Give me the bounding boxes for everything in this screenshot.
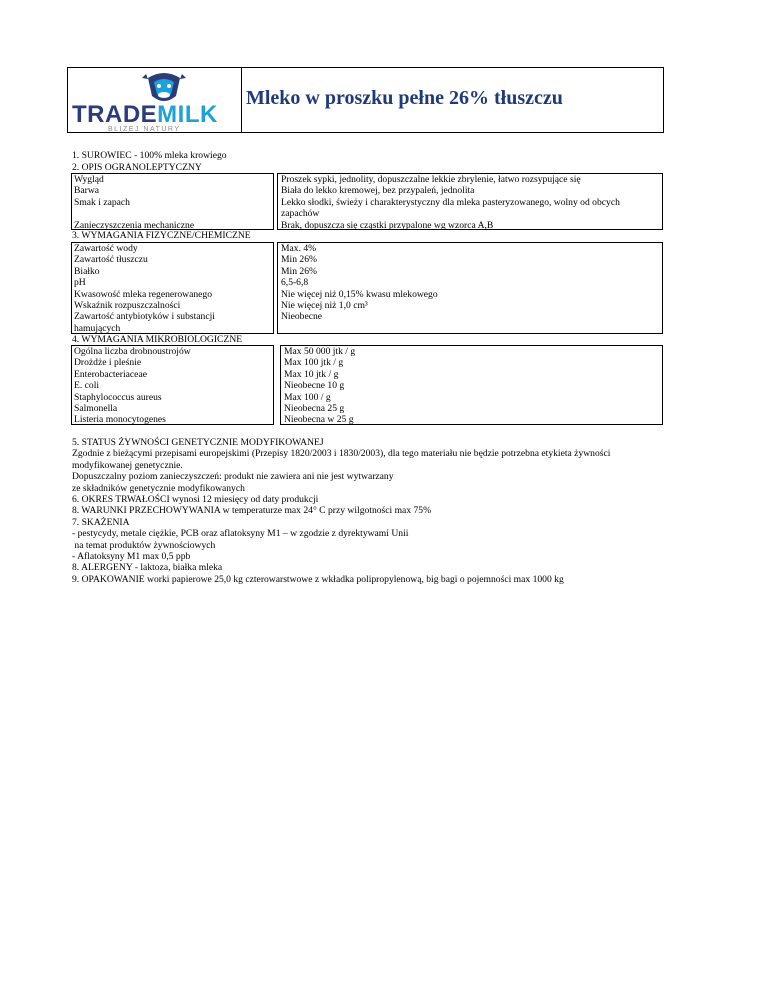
physchem-values xyxy=(277,242,663,334)
page-title: Mleko w proszku pełne 26% tłuszczu xyxy=(246,87,563,109)
allergens-line: 8. ALERGENY - laktoza, białka mleka xyxy=(72,562,223,574)
spec-label: Smak i zapach xyxy=(74,196,130,208)
note-line: - pestycydy, metale ciężkie, PCB oraz aflatoksyny M1 – w zgodzie z dyrektywami Unii xyxy=(72,528,409,540)
spec-value: Lekko słodki, świeży i charakterystyczny dla mleka pasteryzowanego, wolny od obcych xyxy=(281,196,620,208)
spec-label: Zawartość wody xyxy=(74,243,138,254)
spec-value: Nieobecne xyxy=(281,311,323,323)
note-line: - Aflatoksyny M1 max 0,5 ppb xyxy=(72,551,191,563)
physchem-labels xyxy=(71,242,274,334)
spec-label: Barwa xyxy=(74,185,100,197)
shelf-life-line: 6. OKRES TRWAŁOŚCI wynosi 12 miesięcy od daty produkcji xyxy=(72,494,319,506)
spec-label: Salmonella xyxy=(74,403,118,415)
storage-line: 8. WARUNKI PRZECHOWYWANIA w temperaturze max 24° C przy wilgotności max 75% xyxy=(72,505,432,517)
spec-label: Białko xyxy=(74,265,100,277)
logo-wordmark: TRADEMILK xyxy=(72,101,218,128)
note-line: ze składników genetycznie modyfikowanych xyxy=(72,482,245,494)
spec-value: Max. 4% xyxy=(281,243,317,254)
spec-label: Listeria monocytogenes xyxy=(74,414,166,426)
section-physchem-heading: 3. WYMAGANIA FIZYCZNE/CHEMICZNE xyxy=(72,230,251,241)
spec-value: Nieobecna 25 g xyxy=(284,403,345,415)
tradmilk-logo xyxy=(68,68,242,132)
organoleptic-labels xyxy=(71,173,274,230)
spec-value: 6,5-6,8 xyxy=(281,277,309,289)
spec-label: Wygląd xyxy=(74,174,104,185)
spec-label: E. coli xyxy=(74,380,100,392)
document-header xyxy=(67,67,664,133)
note-line: Dopuszczalny poziom zanieczyszczeń: produkt nie zawiera ani nie jest wytwarzany xyxy=(72,471,394,483)
logo-tagline: BLIŻEJ NATURY xyxy=(108,126,181,133)
spec-value: Max 100 jtk / g xyxy=(284,357,344,369)
spec-label: Drożdże i pleśnie xyxy=(74,357,142,369)
spec-label: Enterobacteriaceae xyxy=(74,368,147,380)
spec-label: Wskaźnik rozpuszczalności xyxy=(74,300,181,312)
spec-value: Max 10 jtk / g xyxy=(284,368,339,380)
spec-value: Max 100 / g xyxy=(284,391,331,403)
spec-value: Max 50 000 jtk / g xyxy=(284,346,356,357)
spec-value: Min 26% xyxy=(281,265,317,277)
spec-value: Brak, dopuszcza się cząstki przypalone wg wzorca A,B xyxy=(281,219,494,231)
note-line: modyfikowanej genetycznie. xyxy=(72,459,183,471)
note-line: na temat produktów żywnościowych xyxy=(72,539,216,551)
spec-value: zapachów xyxy=(281,208,320,220)
packaging-line: 9. OPAKOWANIE worki papierowe 25,0 kg czterowarstwowe z wkładka polipropylenową, big bagi o pojemności max 1000 kg xyxy=(72,573,564,585)
micro-labels xyxy=(71,345,274,425)
spec-label: Ogólna liczba drobnoustrojów xyxy=(74,346,191,357)
micro-values xyxy=(280,345,663,425)
spec-label: Kwasowość mleka regenerowanego xyxy=(74,288,212,300)
gmo-heading: 5. STATUS ŻYWNOŚCI GENETYCZNIE MODYFIKOWANEJ xyxy=(72,437,324,448)
spec-label xyxy=(74,208,273,219)
spec-label: Staphylococcus aureus xyxy=(74,391,162,403)
spec-label: Zanieczyszczenia mechaniczne xyxy=(74,219,195,231)
spec-value: Proszek sypki, jednolity, dopuszczalne lekkie zbrylenie, łatwo rozsypujące się xyxy=(281,174,581,185)
spec-label: pH xyxy=(74,277,86,289)
spec-value: Nie więcej niż 1,0 cm³ xyxy=(281,300,368,312)
organoleptic-values xyxy=(277,173,663,230)
section-micro-heading: 4. WYMAGANIA MIKROBIOLOGICZNE xyxy=(72,334,243,345)
note-line: Zgodnie z bieżącymi przepisami europejskimi (Przepisy 1820/2003 i 1830/2003), dla tego materiału nie będzie potrzebna etykieta żywności xyxy=(72,448,611,460)
section-raw-material: 1. SUROWIEC - 100% mleka krowiego xyxy=(72,150,227,161)
notes-section xyxy=(72,437,672,585)
spec-label: Zawartość tłuszczu xyxy=(74,254,148,266)
spec-label: hamujących xyxy=(74,322,121,334)
contamination-heading: 7. SKAŻENIA xyxy=(72,516,130,528)
spec-label: Zawartość antybiotyków i substancji xyxy=(74,311,215,323)
section-organoleptic-heading: 2. OPIS OGRANOLEPTYCZNY xyxy=(72,162,202,173)
spec-value: Nie więcej niż 0,15% kwasu mlekowego xyxy=(281,288,438,300)
spec-value: Nieobecna w 25 g xyxy=(284,414,354,426)
spec-value: Nieobecne 10 g xyxy=(284,380,345,392)
spec-value: Biała do lekko kremowej, bez przypaleń, jednolita xyxy=(281,185,475,197)
spec-value: Min 26% xyxy=(281,254,317,266)
